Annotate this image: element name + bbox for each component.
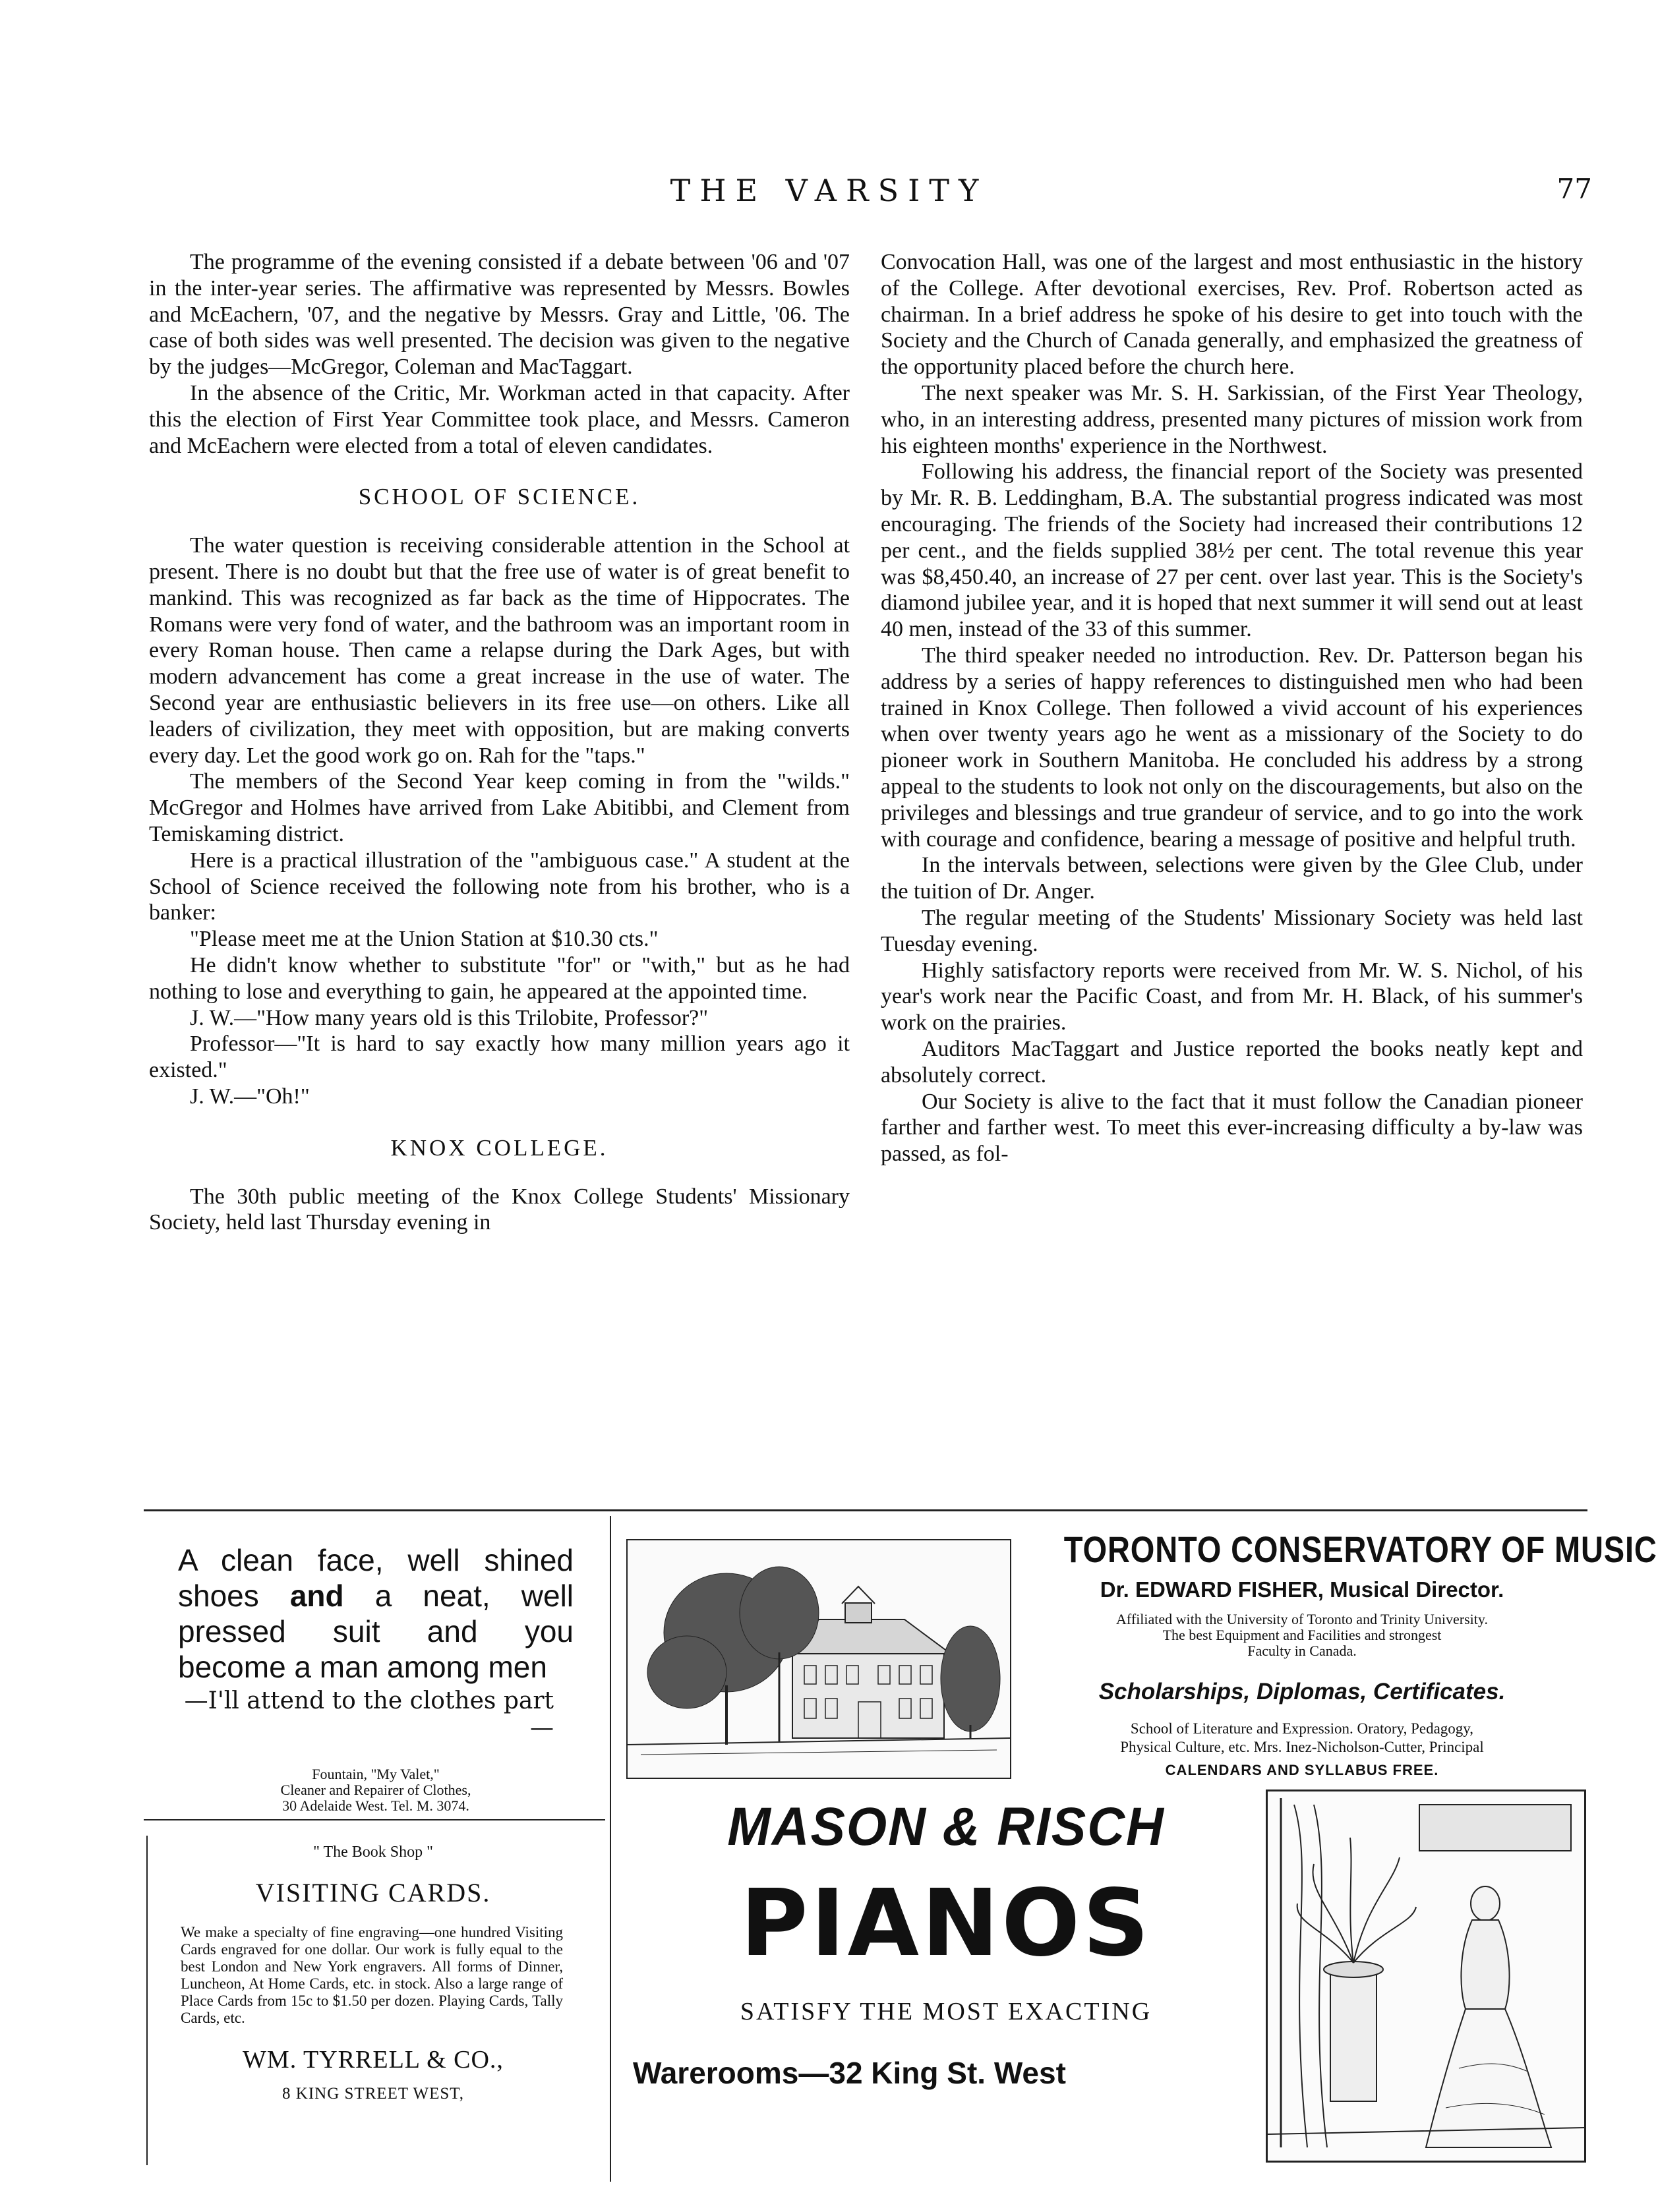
ad-conservatory-affiliation: Affiliated with the University of Toronto and Trinity University. The best Equipment and Facilities and strongest Faculty in Canada. (1116, 1611, 1488, 1659)
paragraph: Professor—"It is hard to say exactly how many million years ago it existed." (149, 1032, 850, 1083)
ad-divider-vertical (610, 1516, 611, 2182)
paragraph: Our Society is alive to the fact that it must follow the Canadian pioneer farther and farther west. To meet this ever-increasing difficulty a by-law was passed, as fol- (881, 1089, 1583, 1167)
paragraph: Following his address, the financial report of the Society was presented by Mr. R. B. Leddingham, B.A. The substantial progress indicated was most encouraging. The friends of the Society had increased their contributions 12 per cent., and the fields supplied 38½ per cent. The total revenue this year was $8,450.40, an increase of 27 per cent. over last year. This is the Society's diamond jubilee year, and it is hoped that next summer it will send out at least 40 men, instead of the 33 of this summer. (881, 459, 1583, 642)
ad-conservatory-director: Dr. EDWARD FISHER, Musical Director. (1100, 1577, 1504, 1602)
paragraph: In the absence of the Critic, Mr. Workman acted in that capacity. After this the election of First Year Committee took place, and Messrs. Cameron and McEachern were elected from a total of eleven candidates. (149, 380, 850, 458)
section-heading-knox-college: KNOX COLLEGE. (390, 1134, 608, 1161)
paragraph: The regular meeting of the Students' Missionary Society was held last Tuesday evening. (881, 905, 1583, 956)
conservatory-building-engraving (626, 1539, 1011, 1779)
ad-conservatory-title: TORONTO CONSERVATORY OF MUSIC (1063, 1528, 1657, 1570)
paragraph: The programme of the evening consisted if a debate between '06 and '07 in the inter-year series. The affirmative was represented by Messrs. Bowles and McEachern, '07, and the negative by Messrs. Gray and Little, '06. The case of both sides was well presented. The decision was given to the negative by the judges—McGregor, Coleman and MacTaggart. (149, 250, 850, 380)
page-header-title: THE VARSITY (670, 173, 988, 208)
ad-valet-tagline: —I'll attend to the clothes part— (184, 1687, 554, 1741)
ad-valet-address: Fountain, "My Valet," Cleaner and Repairer of Clothes, 30 Adelaide West. Tel. M. 3074. (280, 1766, 471, 1814)
page-number: 77 (1556, 173, 1592, 205)
ad-book-shop-name: " The Book Shop " (313, 1844, 433, 1861)
ad-conservatory-offers: Scholarships, Diplomas, Certificates. (1098, 1679, 1506, 1704)
paragraph: The 30th public meeting of the Knox College Students' Missionary Society, held last Thursday evening in (149, 1184, 850, 1235)
paragraph: "Please meet me at the Union Station at $10.30 cts." (190, 927, 659, 952)
ad-valet-slogan: A clean face, well shined shoes and a neat, well pressed suit and you become a man among men (178, 1543, 574, 1684)
paragraph: Convocation Hall, was one of the largest and most enthusiastic in the history of the College. After devotional exercises, Rev. Prof. Robertson acted as chairman. In a brief address he spoke of his desire to get into touch with the Society and the Church of Canada generally, and emphasized the greatness of the opportunity placed before the church here. (881, 250, 1583, 380)
ad-mason-risch (633, 1796, 1259, 2091)
paragraph: Here is a practical illustration of the "ambiguous case." A student at the School of Science received the following note from his brother, who is a banker: (149, 848, 850, 925)
paragraph: In the intervals between, selections were given by the Glee Club, under the tuition of Dr. Anger. (881, 853, 1583, 904)
ad-piano-slogan: SATISFY THE MOST EXACTING (740, 1998, 1152, 2025)
ad-divider-left (144, 1819, 605, 1820)
ad-book-street: 8 KING STREET WEST, (282, 2085, 464, 2103)
paragraph: The next speaker was Mr. S. H. Sarkissian, of the First Year Theology, who, in an interesting address, presented many pictures of mission work from his eighteen months' experience in the Northwest. (881, 380, 1583, 458)
paragraph: Auditors MacTaggart and Justice reported the books neatly kept and absolutely correct. (881, 1036, 1583, 1088)
ad-conservatory-schools: School of Literature and Expression. Oratory, Pedagogy, Physical Culture, etc. Mrs. Inez-Nicholson-Cutter, Principal (1120, 1720, 1484, 1755)
paragraph: Highly satisfactory reports were received from Mr. W. S. Nichol, of his year's work near the Pacific Coast, and from Mr. H. Black, of his summer's work on the prairies. (881, 958, 1583, 1035)
section-heading-school-of-science: SCHOOL OF SCIENCE. (358, 484, 641, 510)
paragraph: J. W.—"How many years old is this Trilobite, Professor?" (190, 1005, 709, 1030)
piano-scene-illustration (1266, 1790, 1586, 2163)
paragraph: He didn't know whether to substitute "for" or "with," but as he had nothing to lose and everything to gain, he appeared at the appointed time. (149, 952, 850, 1004)
right-column (881, 249, 1583, 1167)
book-ad-border-left (146, 1836, 148, 2165)
ad-piano-product: PIANOS (740, 1870, 1152, 1977)
ad-conservatory-calendars: CALENDARS AND SYLLABUS FREE. (1165, 1762, 1439, 1778)
ad-valet (178, 1542, 574, 1814)
paragraph: The water question is receiving considerable attention in the School at present. There is no doubt but that the free use of water is of great benefit to mankind. This was recognized as far back as the time of Hippocrates. The Romans were very fond of water, and the bathroom was an important room in every Roman house. Then came a relapse during the Dark Ages, but with modern advancement has come a great increase in the use of water. The Second year are enthusiastic believers in its free use—on others. Like all leaders of civilization, they meet with opposition, but are making converts every day. Let the good work go on. Rah for the "taps." (149, 533, 850, 768)
paragraph: The members of the Second Year keep coming in from the "wilds." McGregor and Holmes have arrived from Lake Abitibbi, and Clement from Temiskaming district. (149, 769, 850, 846)
ad-book-body: We make a specialty of fine engraving—one hundred Visiting Cards engraved for one dollar. Our work is fully equal to the best London and New York engravers. All forms of Dinner, Luncheon, At Home Cards, etc. in stock. Also a large range of Place Cards from 15c to $1.50 per dozen. Playing Cards, Tally Cards, etc. (181, 1924, 563, 2026)
ad-piano-warerooms: Warerooms—32 King St. West (633, 2056, 1066, 2090)
ad-book-firm: WM. TYRRELL & CO., (243, 2046, 504, 2074)
paragraph: J. W.—"Oh!" (190, 1084, 310, 1109)
paragraph: The third speaker needed no introduction. Rev. Dr. Patterson began his address by a series of happy references to distinguished men who had been trained in Knox College. Then followed a vivid account of his experiences when over twenty years ago he went as a missionary of the Society to do pioneer work in Southern Manitoba. He concluded his address by a strong appeal to the students to look not only on the discouragements, but also on the privileges and blessings and true grandeur of service, and to go into the work with courage and confidence, bearing a message of positive and helpful truth. (881, 643, 1583, 852)
ad-book-heading: VISITING CARDS. (255, 1878, 491, 1907)
ad-section-top-rule (144, 1509, 1587, 1511)
left-column (149, 249, 850, 1236)
ad-conservatory (1019, 1528, 1657, 1779)
ad-piano-brand: MASON & RISCH (727, 1797, 1165, 1857)
ad-book-shop (149, 1836, 597, 2103)
